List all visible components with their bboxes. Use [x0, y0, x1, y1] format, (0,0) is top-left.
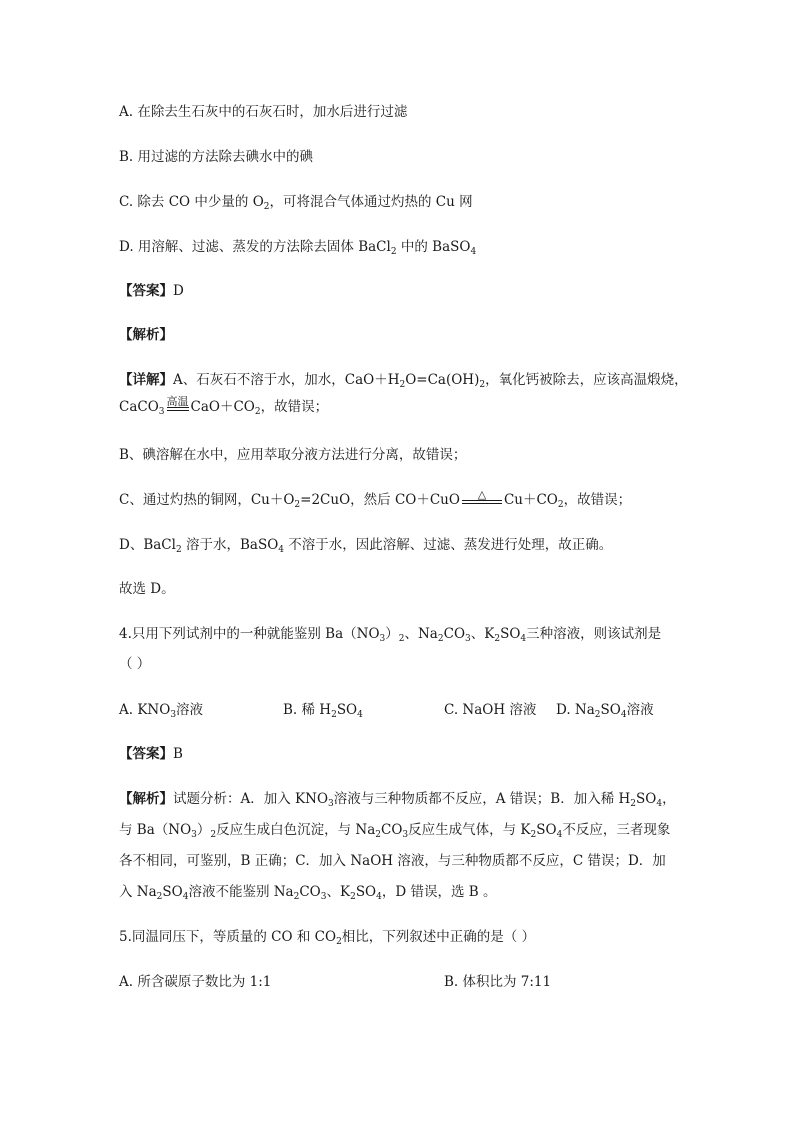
answer-label: 【答案】 — [119, 283, 173, 299]
subscript: 3 — [158, 407, 165, 417]
answer-value: B — [173, 746, 183, 762]
subscript: 3 — [170, 710, 177, 720]
detail-text: A、石灰石不溶于水，加水，CaO＋H — [173, 372, 400, 388]
subscript: 2 — [399, 380, 406, 390]
analysis-text: CO — [299, 884, 321, 900]
subscript: 2 — [293, 892, 300, 902]
answer-value: D — [173, 283, 184, 299]
analysis-text: 反应生成气体，与 K — [408, 822, 531, 838]
analysis-text: 反应生成白色沉淀，与 Na — [216, 822, 376, 838]
reaction-condition — [462, 489, 502, 504]
analysis-q4-line-3: 各不相同，可鉴别，B 正确；C．加入 NaOH 溶液，与三种物质都不反应，C 错误；D．加 — [119, 853, 666, 869]
analysis-text: SO — [636, 791, 657, 807]
subscript: 2 — [175, 545, 182, 555]
detail-line-3: B、碘溶解在水中，应用萃取分液方法进行分离，故错误； — [119, 447, 467, 463]
detail-text: ，故错误； — [563, 492, 632, 508]
q4-text: 、Na — [404, 626, 438, 642]
question-5-stem — [119, 928, 535, 946]
subscript: 2 — [398, 634, 405, 644]
analysis-text: ， — [662, 791, 676, 807]
subscript: 2 — [479, 380, 486, 390]
detail-line-1 — [119, 371, 688, 389]
subscript: 2 — [254, 407, 261, 417]
detail-text: 溶于水，BaSO — [181, 537, 279, 553]
subscript: 2 — [530, 830, 537, 840]
detail-text: ，氧化钙被除去，应该高温煅烧， — [485, 372, 688, 388]
answer-label: 【答案】 — [119, 746, 173, 762]
q4-option-d — [556, 701, 654, 719]
subscript: 4 — [620, 710, 627, 720]
answer-q4 — [119, 745, 183, 763]
detail-line-5 — [119, 536, 612, 554]
q4-text: 4.只用下列试剂中的一种就能鉴别 Ba（NO — [119, 626, 380, 642]
answer-q3 — [119, 282, 184, 300]
condition-text: △ — [477, 488, 487, 501]
option-d-text-2: 中的 BaSO — [396, 239, 471, 255]
subscript: 4 — [656, 799, 663, 809]
subscript: 2 — [630, 799, 637, 809]
subscript: 3 — [379, 634, 386, 644]
q4-text: 、K — [470, 626, 495, 642]
q4-opt-text: 溶液 — [176, 702, 204, 718]
option-c — [119, 193, 473, 211]
q4-text: SO — [500, 626, 521, 642]
conclusion: 故选 D。 — [119, 581, 175, 597]
detail-text: Cu＋CO — [503, 492, 558, 508]
option-c-text: C. 除去 CO 中少量的 O — [119, 194, 264, 210]
detail-text: ，故错误； — [260, 399, 329, 415]
analysis-text: ，D 错误，选 B 。 — [381, 884, 497, 900]
detail-text: 不溶于水，因此溶解、过滤、蒸发进行处理，故正确。 — [284, 537, 613, 553]
analysis-text: 不反应，三者现象 — [562, 822, 671, 838]
question-4-stem — [119, 625, 661, 643]
detail-label: 【详解】 — [119, 372, 173, 388]
q4-text: ） — [385, 626, 399, 642]
q4-opt-text: 溶液 — [626, 702, 654, 718]
detail-text: C、通过灼热的铜网，Cu＋O — [119, 492, 295, 508]
analysis-text: 与 Ba（NO — [119, 822, 192, 838]
question-4-paren: （ ） — [119, 656, 151, 672]
subscript: 2 — [350, 892, 356, 902]
analysis-text: ） — [196, 822, 211, 838]
detail-line-2 — [119, 395, 329, 417]
subscript: 2 — [263, 202, 270, 212]
subscript: 2 — [594, 710, 601, 720]
subscript: 2 — [494, 634, 501, 644]
detail-text: D、BaCl — [119, 537, 176, 553]
analysis-text: CO — [381, 822, 403, 838]
detail-line-4 — [119, 488, 632, 510]
subscript: 3 — [402, 830, 409, 840]
subscript: 4 — [357, 710, 363, 720]
subscript: 4 — [520, 634, 527, 644]
q4-option-a — [119, 701, 203, 719]
option-b: B. 用过滤的方法除去碘水中的碘 — [119, 149, 314, 165]
subscript: 2 — [294, 500, 301, 510]
q4-opt-text: SO — [600, 702, 621, 718]
detail-text: O=Ca(OH) — [405, 372, 480, 388]
q4-option-c: C. NaOH 溶液 — [444, 702, 537, 718]
condition-text: 高温 — [166, 395, 189, 408]
subscript: 4 — [278, 545, 284, 555]
subscript: 4 — [376, 892, 382, 902]
analysis-text: SO — [355, 884, 377, 900]
analysis-text: SO — [536, 822, 557, 838]
q5-option-a: A. 所含碳原子数比为 1:1 — [119, 974, 272, 990]
q4-opt-text: SO — [336, 702, 358, 718]
subscript: 2 — [156, 892, 163, 902]
detail-text: CaO＋CO — [190, 399, 255, 415]
detail-text: =2CuO，然后 CO＋CuO — [300, 492, 460, 508]
analysis-text: 试题分析：A．加入 KNO — [173, 791, 329, 807]
q4-text: 三种溶液，则该试剂是 — [526, 626, 662, 642]
analysis-text: 、K — [326, 884, 351, 900]
option-d — [119, 238, 476, 256]
analysis-text: 溶液不能鉴别 Na — [188, 884, 294, 900]
subscript: 2 — [390, 247, 397, 257]
subscript: 4 — [470, 247, 477, 257]
subscript: 3 — [328, 799, 334, 809]
subscript: 3 — [465, 634, 471, 644]
q5-option-b: B. 体积比为 7:11 — [444, 974, 552, 990]
analysis-text: SO — [162, 884, 183, 900]
q4-opt-text: A. KNO — [119, 702, 171, 718]
analysis-text: 入 Na — [119, 884, 157, 900]
q5-text: 相比，下列叙述中正确的是（ ） — [341, 929, 536, 945]
q4-opt-text: B. 稀 H — [283, 702, 332, 718]
reaction-condition — [167, 396, 189, 411]
subscript: 2 — [557, 500, 564, 510]
option-c-text-2: ，可将混合气体通过灼热的 Cu 网 — [269, 194, 473, 210]
subscript: 2 — [437, 634, 444, 644]
analysis-text: 溶液与三种物质都不反应，A 错误；B．加入稀 H — [333, 791, 631, 807]
subscript: 2 — [210, 830, 217, 840]
analysis-q4-line-1 — [119, 790, 676, 808]
subscript: 3 — [320, 892, 327, 902]
q5-text: 5.同温同压下，等质量的 CO 和 CO — [119, 929, 337, 945]
q4-option-b — [283, 701, 363, 719]
subscript: 3 — [191, 830, 197, 840]
subscript: 2 — [375, 830, 381, 840]
q4-text: CO — [443, 626, 466, 642]
analysis-label: 【解析】 — [119, 791, 173, 807]
detail-text: CaCO — [119, 399, 159, 415]
option-d-text: D. 用溶解、过滤、蒸发的方法除去固体 BaCl — [119, 239, 391, 255]
subscript: 2 — [336, 937, 342, 947]
analysis-q4-line-4 — [119, 883, 497, 901]
subscript: 4 — [182, 892, 189, 902]
q4-opt-text: D. Na — [556, 702, 595, 718]
analysis-q4-line-2 — [119, 821, 670, 839]
analysis-title: 【解析】 — [119, 327, 173, 343]
option-a: A. 在除去生石灰中的石灰石时，加水后进行过滤 — [119, 104, 408, 120]
subscript: 2 — [331, 710, 337, 720]
subscript: 4 — [556, 830, 563, 840]
